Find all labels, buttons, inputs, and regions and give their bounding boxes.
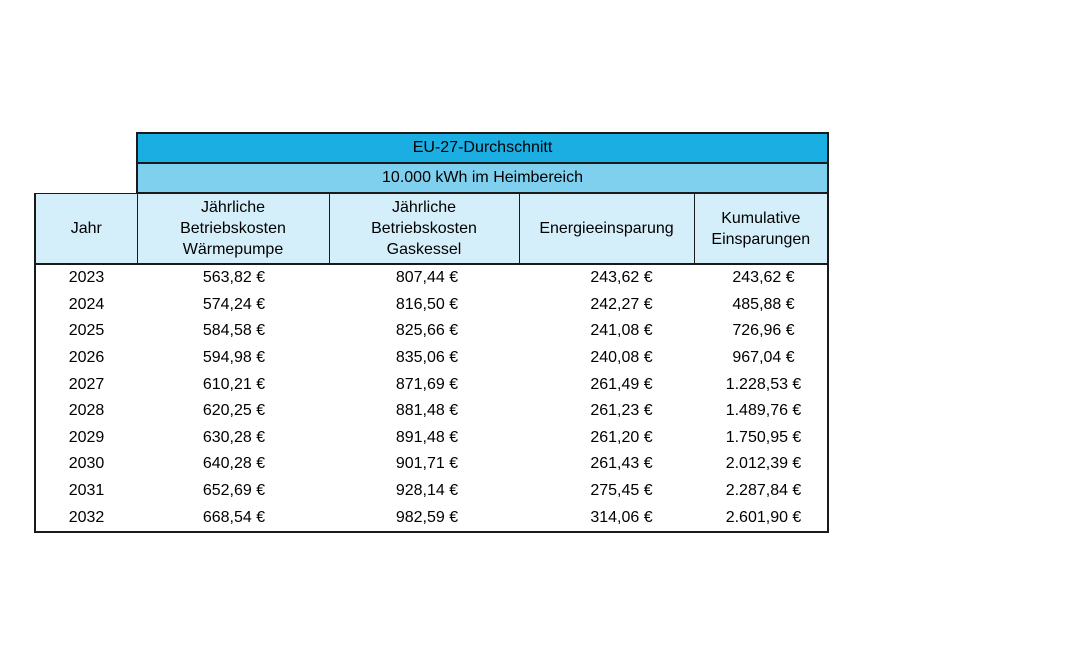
year-cell: 2026: [35, 345, 137, 372]
heatpump-cost-cell: 668,54 €: [137, 504, 329, 532]
table-row: [35, 345, 828, 372]
heatpump-cost-cell: 563,82 €: [137, 264, 329, 292]
gasboiler-cost-cell: 881,48 €: [395, 402, 459, 420]
header-heatpump-cost-line: Jährliche: [200, 199, 266, 216]
energy-savings-cell: 241,08 €: [590, 322, 653, 340]
header-gasboiler-cost-line: Jährliche: [391, 199, 457, 216]
header-cumulative-savings-line: Kumulative: [721, 209, 801, 227]
title-row: [35, 133, 828, 163]
table-row: [35, 264, 828, 292]
subtitle-row: [35, 163, 828, 193]
heatpump-cost-cell: 584,58 €: [202, 322, 266, 340]
heatpump-cost-cell: 610,21 €: [202, 375, 266, 393]
heatpump-cost-cell: 640,28 €: [202, 455, 266, 473]
year-cell: 2024: [35, 292, 137, 319]
cumulative-savings-cell: 485,88 €: [694, 292, 828, 319]
blank-corner-cell: [35, 133, 137, 163]
year-cell: 2032: [35, 504, 137, 532]
blank-corner-cell: [35, 163, 137, 193]
year-cell: 2028: [35, 398, 137, 425]
table-title: EU-27-Durchschnitt: [137, 133, 828, 163]
table-body: [35, 264, 828, 532]
year-cell: 2023: [35, 264, 137, 292]
cumulative-savings-cell: 1.750,95 €: [694, 425, 828, 452]
energy-savings-cell: 242,27 €: [590, 295, 653, 313]
header-gasboiler-cost-line: Gaskessel: [386, 241, 462, 258]
cumulative-savings-cell: 1.489,76 €: [694, 398, 828, 425]
cumulative-savings-cell: 726,96 €: [694, 318, 828, 345]
header-heatpump-cost-line: Wärmepumpe: [182, 241, 284, 258]
gasboiler-cost-cell: 928,14 €: [395, 482, 459, 500]
energy-savings-cell: 275,45 €: [590, 482, 653, 500]
gasboiler-cost-cell: 825,66 €: [395, 322, 459, 340]
gasboiler-cost-cell: 871,69 €: [395, 375, 459, 393]
table-row: [35, 371, 828, 398]
header-gasboiler-cost: [329, 193, 519, 264]
gasboiler-cost-cell: 901,71 €: [395, 455, 459, 473]
column-header-row: [35, 193, 828, 264]
energy-savings-cell: 261,20 €: [590, 428, 653, 446]
year-cell: 2027: [35, 371, 137, 398]
header-heatpump-cost-line: Betriebskosten: [180, 220, 286, 237]
table-row: [35, 451, 828, 478]
cumulative-savings-cell: 243,62 €: [694, 264, 828, 292]
year-cell: 2031: [35, 478, 137, 505]
cumulative-savings-cell: 2.287,84 €: [694, 478, 828, 505]
cumulative-savings-cell: 967,04 €: [694, 345, 828, 372]
header-energy-savings-line: Energieeinsparung: [539, 220, 674, 237]
header-energy-savings: [519, 193, 694, 264]
heatpump-cost-cell: 594,98 €: [202, 349, 266, 367]
gasboiler-cost-cell: 891,48 €: [395, 428, 459, 446]
cumulative-savings-cell: 2.012,39 €: [694, 451, 828, 478]
gasboiler-cost-cell: 807,44 €: [329, 264, 519, 292]
energy-savings-cell: 314,06 €: [519, 504, 694, 532]
table-row: [35, 292, 828, 319]
cost-comparison-table: [34, 132, 829, 533]
cumulative-savings-cell: 1.228,53 €: [694, 371, 828, 398]
year-cell: 2025: [35, 318, 137, 345]
energy-savings-cell: 240,08 €: [590, 349, 653, 367]
heatpump-cost-cell: 652,69 €: [202, 482, 266, 500]
gasboiler-cost-cell: 982,59 €: [329, 504, 519, 532]
energy-savings-cell: 243,62 €: [519, 264, 694, 292]
table-row: [35, 398, 828, 425]
year-cell: 2030: [35, 451, 137, 478]
header-cumulative-savings-line: Einsparungen: [711, 230, 811, 248]
header-year-line: Jahr: [70, 219, 102, 237]
header-heatpump-cost: [137, 193, 329, 264]
table-subtitle: 10.000 kWh im Heimbereich: [137, 163, 828, 193]
year-cell: 2029: [35, 425, 137, 452]
header-year: [35, 193, 137, 264]
header-gasboiler-cost-line: Betriebskosten: [371, 220, 477, 237]
heatpump-cost-cell: 630,28 €: [202, 428, 266, 446]
heatpump-cost-cell: 574,24 €: [202, 295, 266, 313]
table-row: [35, 478, 828, 505]
table-row: [35, 425, 828, 452]
heatpump-cost-cell: 620,25 €: [202, 402, 266, 420]
table-row: [35, 318, 828, 345]
energy-savings-cell: 261,43 €: [590, 455, 653, 473]
cumulative-savings-cell: 2.601,90 €: [694, 504, 828, 532]
gasboiler-cost-cell: 816,50 €: [395, 295, 459, 313]
energy-savings-cell: 261,49 €: [590, 375, 653, 393]
header-cumulative-savings: [694, 193, 828, 264]
table-row: [35, 504, 828, 532]
energy-savings-cell: 261,23 €: [590, 402, 653, 420]
gasboiler-cost-cell: 835,06 €: [395, 349, 459, 367]
